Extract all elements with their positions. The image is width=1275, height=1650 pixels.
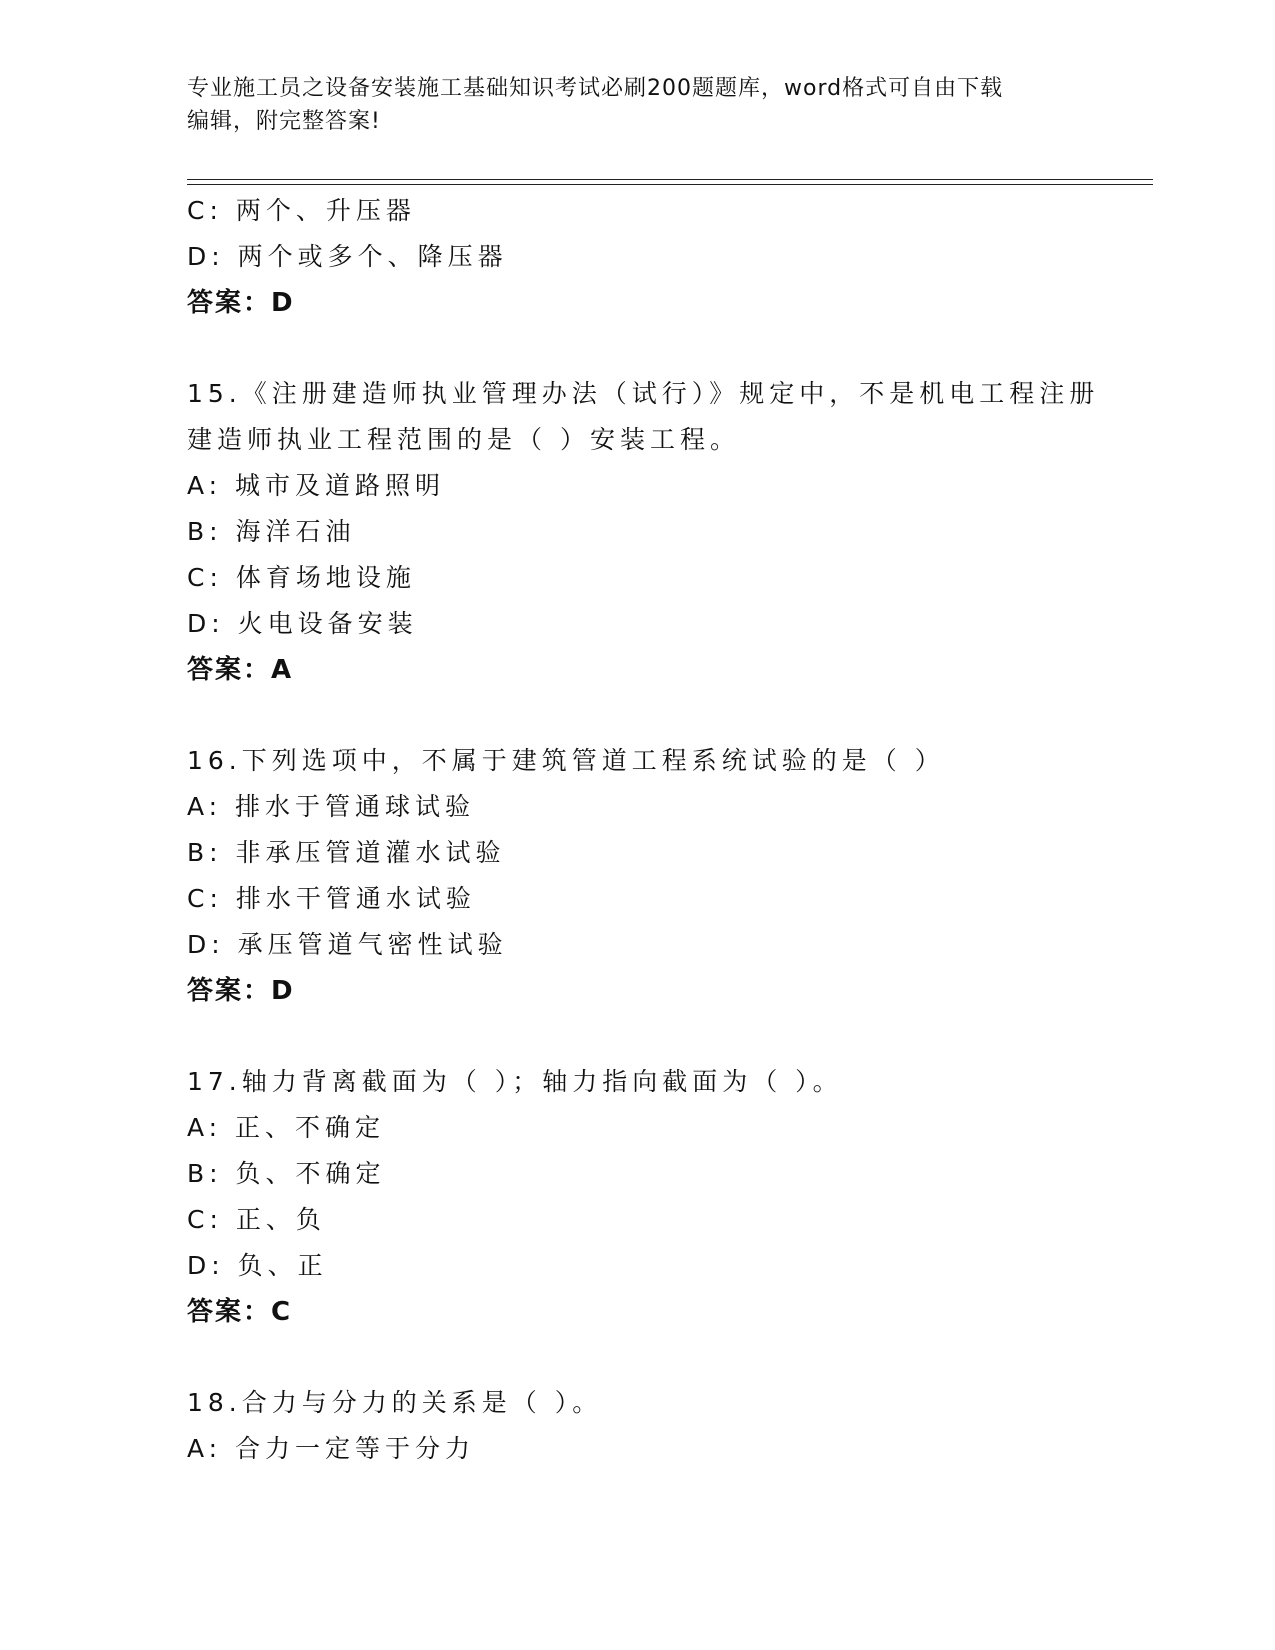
question-18 <box>187 1380 1147 1472</box>
option-d: D: 两个或多个、降压器 <box>187 242 508 271</box>
option-d: D: 承压管道气密性试验 <box>187 930 508 959</box>
header-line-1: 专业施工员之设备安装施工基础知识考试必刷200题题库，word格式可自由下载 <box>187 76 1004 101</box>
option-c: C: 排水干管通水试验 <box>187 884 476 913</box>
option-a: A: 排水于管通球试验 <box>187 792 476 821</box>
option-b: B: 海洋石油 <box>187 517 356 546</box>
option-b: B: 非承压管道灌水试验 <box>187 838 506 867</box>
question-15 <box>187 371 1147 693</box>
question-16 <box>187 738 1147 1014</box>
question-stem: 18.合力与分力的关系是（ ）。 <box>187 1388 603 1417</box>
spacer <box>187 1335 1147 1380</box>
answer-line: 答案：D <box>187 288 295 318</box>
question-stem: 17.轴力背离截面为（ ）；轴力指向截面为（ ）。 <box>187 1067 843 1096</box>
header-divider-top <box>187 179 1153 180</box>
question-stem: 15.《注册建造师执业管理办法（试行）》规定中，不是机电工程注册 <box>187 379 1100 408</box>
question-stem-continued: 建造师执业工程范围的是（ ）安装工程。 <box>187 425 740 454</box>
document-body <box>187 188 1147 1472</box>
option-a: A: 合力一定等于分力 <box>187 1434 476 1463</box>
page-header <box>187 72 1087 138</box>
question-14-continued <box>187 188 1147 326</box>
spacer <box>187 693 1147 738</box>
question-stem: 16.下列选项中，不属于建筑管道工程系统试验的是（ ） <box>187 746 945 775</box>
header-divider-bottom <box>187 184 1153 185</box>
spacer <box>187 326 1147 371</box>
option-d: D: 火电设备安装 <box>187 609 418 638</box>
option-c: C: 正、负 <box>187 1205 326 1234</box>
option-a: A: 城市及道路照明 <box>187 471 446 500</box>
answer-line: 答案：C <box>187 1297 293 1327</box>
answer-line: 答案：A <box>187 655 294 685</box>
option-b: B: 负、不确定 <box>187 1159 386 1188</box>
question-17 <box>187 1059 1147 1335</box>
option-c: C: 两个、升压器 <box>187 196 416 225</box>
spacer <box>187 1014 1147 1059</box>
header-line-2: 编辑，附完整答案! <box>187 109 381 134</box>
option-d: D: 负、正 <box>187 1251 328 1280</box>
option-c: C: 体育场地设施 <box>187 563 416 592</box>
answer-line: 答案：D <box>187 976 295 1006</box>
option-a: A: 正、不确定 <box>187 1113 386 1142</box>
